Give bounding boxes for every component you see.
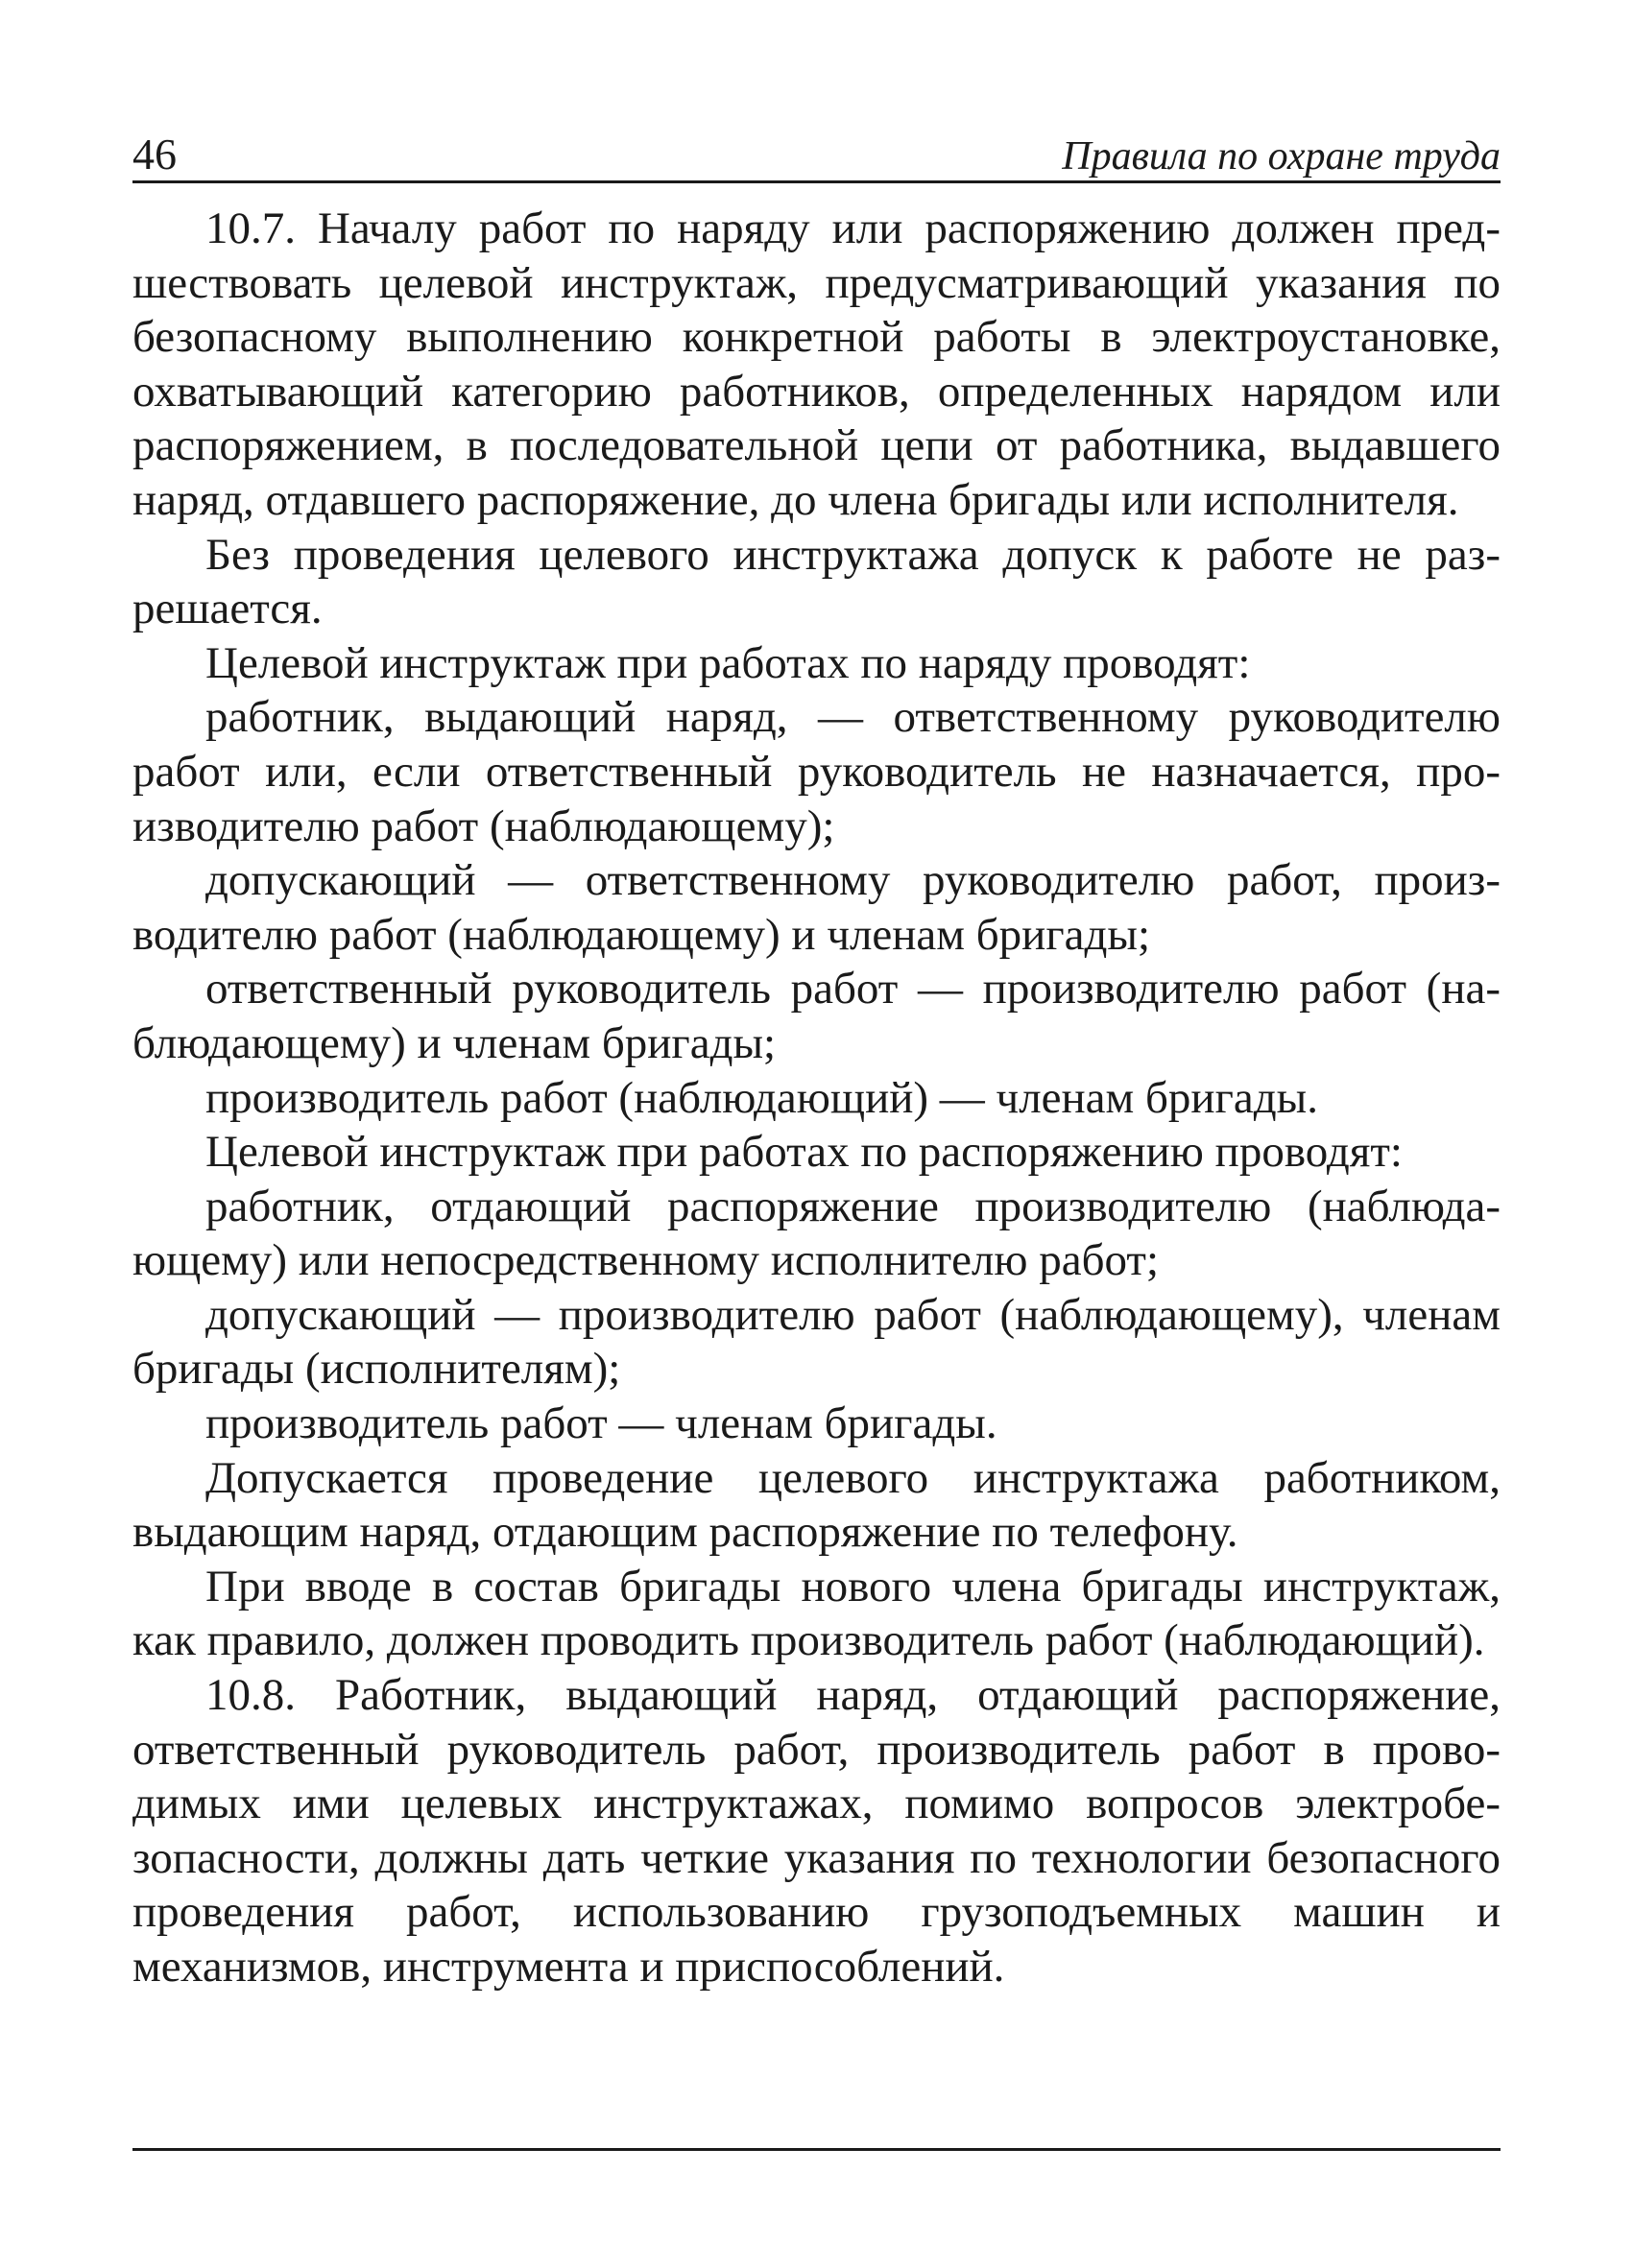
list-item: допускающий — производителю работ (наблюдающему), членам бригады (исполнителям); — [132, 1289, 1501, 1395]
list-item: допускающий — ответственному руководителю работ, производителю работ (наблюдающему) и членам бригады; — [132, 855, 1501, 960]
body-text — [132, 202, 1501, 1994]
paragraph-phone-briefing: Допускается проведение целевого инструктажа работником, выдающим наряд, отдающим распоряжение по телефону. — [132, 1452, 1501, 1558]
page-number: 46 — [132, 130, 177, 179]
paragraph-new-member: При вводе в состав бригады нового члена бригады инструктаж, как правило, должен проводить производитель работ (наблюдающий). — [132, 1561, 1501, 1666]
list-item: производитель работ — членам бригады. — [205, 1398, 997, 1449]
paragraph-10-8: 10.8. Работник, выдающий наряд, отдающий распоряжение, ответственный руководитель работ, производитель работ в проводимых ими целевых инструктажах, помимо вопросов электробезопасности, должны дать четкие указания по технологии безопасного проведения работ, использованию грузоподъемных машин и механизмов, инструмента и приспособлений. — [132, 1670, 1501, 1992]
running-title: Правила по охране труда — [1062, 134, 1501, 179]
paragraph-instruction-briefing-intro: Целевой инструктаж при работах по распоряжению проводят: — [205, 1127, 1403, 1178]
list-item: производитель работ (наблюдающий) — членам бригады. — [205, 1072, 1318, 1123]
list-item: работник, отдающий распоряжение производителю (наблюдающему) или непосредственному исполнителю работ; — [132, 1181, 1501, 1286]
list-item: работник, выдающий наряд, — ответственному руководителю работ или, если ответственный руководитель не назначается, производителю работ (наблюдающему); — [132, 692, 1501, 851]
paragraph-no-admission: Без проведения целевого инструктажа допуск к работе не разрешается. — [132, 529, 1501, 634]
paragraph-order-briefing-intro: Целевой инструктаж при работах по наряду проводят: — [205, 637, 1251, 688]
paragraph-10-7: 10.7. Началу работ по наряду или распоряжению должен предшествовать целевой инструктаж, предусматривающий указания по безопасному выполнению конкретной работы в электроустановке, охватывающий категорию работников, определенных нарядом или распоряжением, в последовательной цепи от работника, выдавшего наряд, отдавшего распоряжение, до члена бригады или исполнителя. — [132, 203, 1501, 525]
page-header — [132, 123, 1501, 183]
bottom-rule — [132, 2148, 1501, 2151]
list-item: ответственный руководитель работ — производителю работ (наблюдающему) и членам бригады; — [132, 964, 1501, 1068]
